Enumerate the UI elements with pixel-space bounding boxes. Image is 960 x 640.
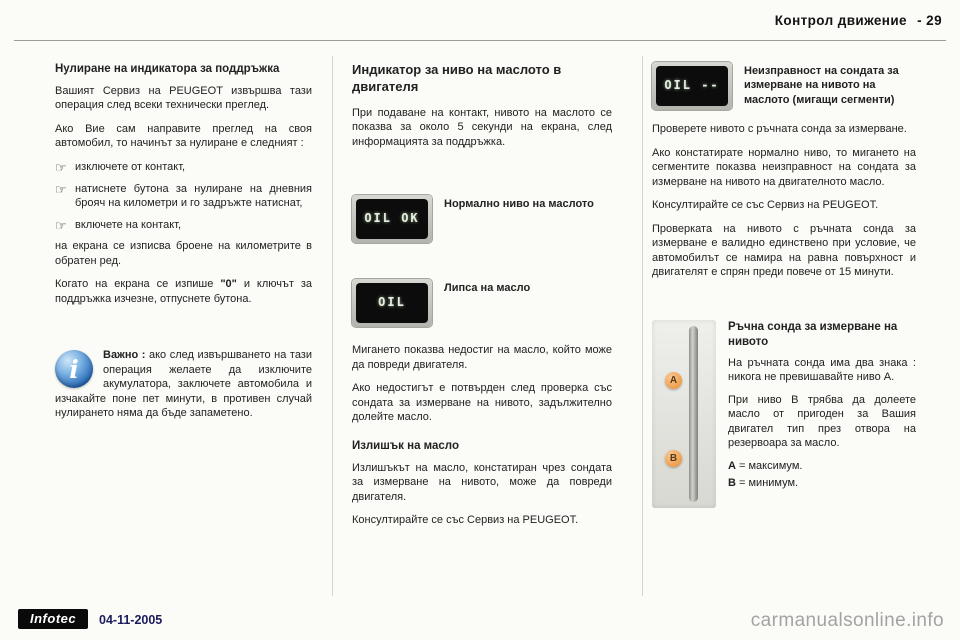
bold-zero: "0" <box>220 278 237 291</box>
header-divider <box>14 40 946 41</box>
body-paragraph: Ако Вие сам направите преглед на своя автомобил, то начинът за нулиране е следният : <box>55 122 312 150</box>
level-min-text: = минимум. <box>735 477 799 490</box>
dipstick-marker-a <box>665 372 682 389</box>
infotec-logo: Infotec <box>18 609 88 629</box>
body-paragraph: Ако констатирате нормално ниво, то мигането на сегментите показва неизправност на сондата за измерване на нивото на двигателното масло. <box>652 146 916 188</box>
watermark: carmanualsonline.info <box>750 610 944 631</box>
list-item-text: включете на контакт, <box>75 218 181 231</box>
dipstick-text <box>716 320 916 508</box>
figure-oil-low <box>352 279 612 327</box>
marker-a-label: A <box>669 374 678 386</box>
lcd-text: OIL <box>378 295 406 310</box>
lcd-screen <box>356 283 428 323</box>
body-paragraph: на екрана се изписва броене на километрите в обратен ред. <box>55 240 312 267</box>
dipstick-marker-b <box>665 450 682 467</box>
display-caption: Нормално ниво на маслото <box>444 198 594 211</box>
body-paragraph: На ръчната сонда има два знака : никога не превишавайте ниво А. <box>728 356 916 384</box>
dipstick-section <box>652 320 916 508</box>
lcd-screen <box>656 66 728 106</box>
list-item <box>55 182 312 211</box>
oil-ok-display <box>352 195 432 243</box>
column-divider-left <box>332 56 333 596</box>
lcd-screen <box>356 199 428 239</box>
text-run: и ключът за поддръжка изчезне, отпуснете бутона. <box>55 278 313 305</box>
info-icon: i <box>55 350 93 388</box>
level-max-text: = максимум. <box>735 459 803 472</box>
body-paragraph: Проверете нивото с ръчната сонда за измерване. <box>652 123 907 135</box>
figure-oil-ok <box>352 195 612 243</box>
left-column <box>55 62 312 430</box>
section-heading-dipstick: Ръчна сонда за измерване на нивото <box>728 320 898 348</box>
section-heading-oil-excess: Излишък на масло <box>352 439 459 452</box>
oil-low-display <box>352 279 432 327</box>
body-paragraph: Ако недостигът е потвърден след проверка със сондата за измерване на нивото, задължително долейте масло. <box>352 382 612 424</box>
page-number: - 29 <box>917 13 942 28</box>
level-max-letter: А <box>728 459 736 472</box>
level-max-line <box>728 459 916 474</box>
figure-oil-fault <box>652 62 916 110</box>
page-header <box>775 13 942 28</box>
list-item <box>55 218 312 233</box>
body-paragraph: Мигането показва недостиг на масло, който може да повреди двигателя. <box>352 344 612 371</box>
important-note <box>55 348 312 421</box>
lcd-text: OIL -- <box>664 78 720 93</box>
footer-date: 04-11-2005 <box>99 613 163 627</box>
section-heading-reset: Нулиране на индикатора за поддръжка <box>55 63 280 75</box>
body-paragraph: Консултирайте се със Сервиз на PEUGEOT. <box>652 199 879 212</box>
dipstick-rod <box>689 326 698 502</box>
marker-b-label: B <box>669 452 678 464</box>
dipstick-photo <box>652 320 716 508</box>
level-min-line <box>728 476 916 491</box>
important-body: ако след извършването на тази операция желаете да изключите акумулатора, заключете автомобила и изчакайте поне пет минути, в противен случай нулирането няма да бъде запаметено. <box>55 349 312 420</box>
body-paragraph: При подаване на контакт, нивото на маслото се показва за около 5 секунди на екрана, след информацията за поддръжка. <box>352 106 612 148</box>
pointer-hand-icon: ☞ <box>55 160 67 175</box>
important-note-text <box>55 348 312 421</box>
list-item-text: натиснете бутона за нулиране на дневния брояч на километри и го задръжте натиснат, <box>75 182 312 210</box>
body-paragraph: Излишъкът на масло, констатиран чрез сондата за измерване на нивото, може да повреди двигателя. <box>352 461 612 503</box>
lcd-text: OIL OK <box>364 211 420 226</box>
level-min-letter: В <box>728 477 736 490</box>
middle-column <box>352 62 612 537</box>
body-paragraph: Проверката на нивото с ръчната сонда за измерване е валидно единствено при условие, че автомобилът се намира на равна повърхност и двигателят е спрян преди повече от 15 минути. <box>652 222 916 279</box>
body-paragraph <box>55 277 312 306</box>
body-paragraph: При ниво В трябва да долеете масло от пригоден за Вашия двигател тип през отвора на резервоара за масло. <box>728 393 916 450</box>
page-title: Контрол движение <box>774 13 907 28</box>
oil-fault-display <box>652 62 732 110</box>
important-label: Важно : <box>103 349 146 362</box>
section-heading-oil-level: Индикатор за ниво на маслото в двигателя <box>352 62 562 94</box>
body-paragraph: Консултирайте се със Сервиз на PEUGEOT. <box>352 514 579 527</box>
list-item <box>55 160 312 175</box>
pointer-hand-icon: ☞ <box>55 181 67 197</box>
right-column <box>652 62 916 508</box>
body-paragraph: Вашият Сервиз на PEUGEOT извършва тази операция след всеки технически преглед. <box>55 84 312 112</box>
display-caption: Неизправност на сондата за измерване на нивото на маслото (мигащи сегменти) <box>744 65 899 106</box>
display-caption: Липса на масло <box>444 282 531 295</box>
list-item-text: изключете от контакт, <box>75 161 186 173</box>
pointer-hand-icon: ☞ <box>55 217 67 233</box>
procedure-list <box>55 160 312 232</box>
column-divider-right <box>642 56 643 596</box>
text-run: Когато на екрана се изпише <box>55 278 221 291</box>
